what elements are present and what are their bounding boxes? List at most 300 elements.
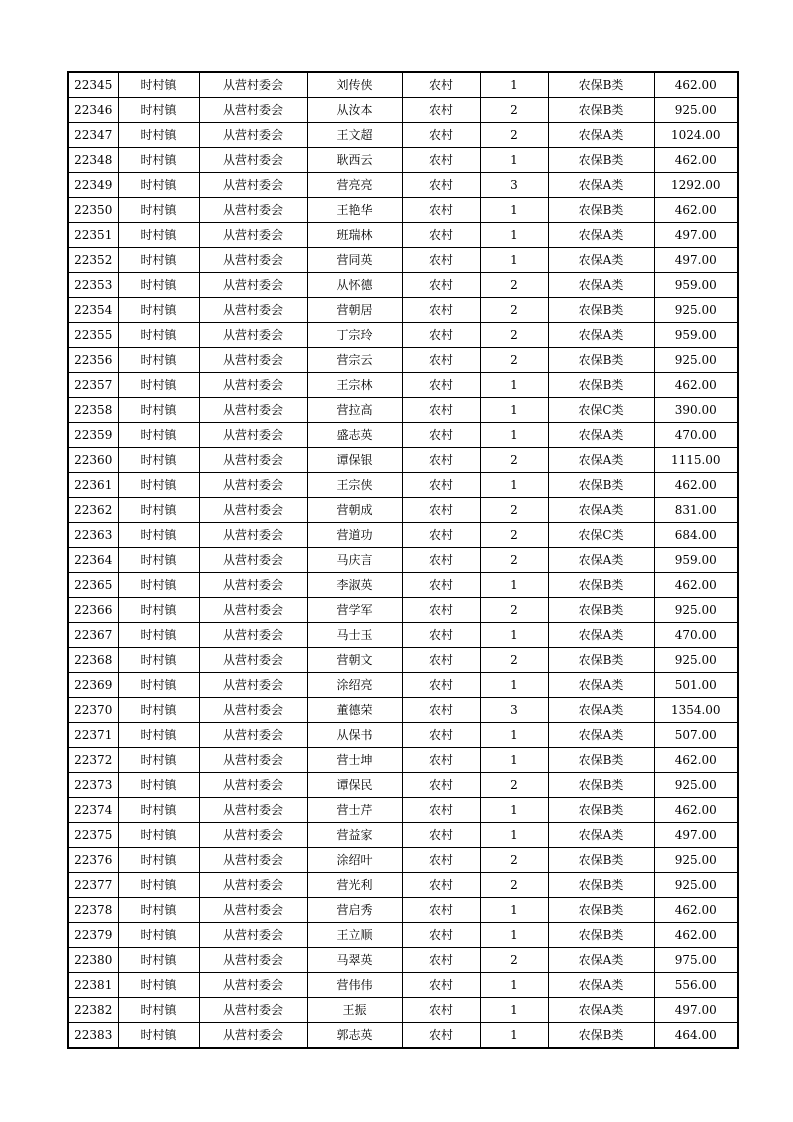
household-count-cell: 1 [480, 623, 548, 648]
area-type-cell: 农村 [402, 723, 480, 748]
category-cell: 农保A类 [548, 448, 654, 473]
name-cell: 耿西云 [307, 148, 402, 173]
village-committee-cell: 从营村委会 [199, 873, 307, 898]
table-row [68, 648, 738, 673]
name-cell: 王振 [307, 998, 402, 1023]
amount-cell: 1115.00 [654, 448, 738, 473]
record-id-cell: 22345 [68, 72, 118, 98]
village-committee-cell: 从营村委会 [199, 748, 307, 773]
village-committee-cell: 从营村委会 [199, 173, 307, 198]
record-id-cell: 22360 [68, 448, 118, 473]
town-cell: 时村镇 [118, 698, 199, 723]
household-count-cell: 1 [480, 673, 548, 698]
category-cell: 农保B类 [548, 473, 654, 498]
amount-cell: 390.00 [654, 398, 738, 423]
village-committee-cell: 从营村委会 [199, 198, 307, 223]
amount-cell: 1354.00 [654, 698, 738, 723]
town-cell: 时村镇 [118, 673, 199, 698]
record-id-cell: 22379 [68, 923, 118, 948]
category-cell: 农保A类 [548, 723, 654, 748]
village-committee-cell: 从营村委会 [199, 623, 307, 648]
household-count-cell: 2 [480, 348, 548, 373]
area-type-cell: 农村 [402, 1023, 480, 1049]
town-cell: 时村镇 [118, 473, 199, 498]
household-count-cell: 1 [480, 723, 548, 748]
household-count-cell: 2 [480, 948, 548, 973]
household-count-cell: 2 [480, 873, 548, 898]
category-cell: 农保B类 [548, 72, 654, 98]
town-cell: 时村镇 [118, 498, 199, 523]
record-id-cell: 22361 [68, 473, 118, 498]
village-committee-cell: 从营村委会 [199, 523, 307, 548]
category-cell: 农保B类 [548, 648, 654, 673]
category-cell: 农保B类 [548, 348, 654, 373]
record-id-cell: 22373 [68, 773, 118, 798]
village-committee-cell: 从营村委会 [199, 573, 307, 598]
category-cell: 农保A类 [548, 823, 654, 848]
name-cell: 董德荣 [307, 698, 402, 723]
area-type-cell: 农村 [402, 123, 480, 148]
record-id-cell: 22359 [68, 423, 118, 448]
name-cell: 营启秀 [307, 898, 402, 923]
amount-cell: 501.00 [654, 673, 738, 698]
record-id-cell: 22348 [68, 148, 118, 173]
household-count-cell: 1 [480, 998, 548, 1023]
category-cell: 农保B类 [548, 598, 654, 623]
village-committee-cell: 从营村委会 [199, 373, 307, 398]
household-count-cell: 1 [480, 823, 548, 848]
village-committee-cell: 从营村委会 [199, 773, 307, 798]
amount-cell: 925.00 [654, 298, 738, 323]
village-committee-cell: 从营村委会 [199, 273, 307, 298]
town-cell: 时村镇 [118, 848, 199, 873]
record-id-cell: 22382 [68, 998, 118, 1023]
category-cell: 农保A类 [548, 548, 654, 573]
household-count-cell: 1 [480, 1023, 548, 1049]
category-cell: 农保B类 [548, 873, 654, 898]
village-committee-cell: 从营村委会 [199, 423, 307, 448]
household-count-cell: 1 [480, 798, 548, 823]
village-committee-cell: 从营村委会 [199, 973, 307, 998]
record-id-cell: 22376 [68, 848, 118, 873]
record-id-cell: 22357 [68, 373, 118, 398]
town-cell: 时村镇 [118, 648, 199, 673]
name-cell: 王宗林 [307, 373, 402, 398]
document-page [67, 71, 721, 1049]
record-id-cell: 22372 [68, 748, 118, 773]
town-cell: 时村镇 [118, 373, 199, 398]
area-type-cell: 农村 [402, 223, 480, 248]
amount-cell: 959.00 [654, 323, 738, 348]
beneficiary-table [67, 71, 739, 1049]
household-count-cell: 1 [480, 973, 548, 998]
amount-cell: 925.00 [654, 98, 738, 123]
town-cell: 时村镇 [118, 323, 199, 348]
name-cell: 马翠英 [307, 948, 402, 973]
category-cell: 农保B类 [548, 198, 654, 223]
table-row [68, 823, 738, 848]
name-cell: 营朝居 [307, 298, 402, 323]
amount-cell: 497.00 [654, 248, 738, 273]
record-id-cell: 22369 [68, 673, 118, 698]
village-committee-cell: 从营村委会 [199, 598, 307, 623]
name-cell: 从保书 [307, 723, 402, 748]
category-cell: 农保B类 [548, 98, 654, 123]
name-cell: 营学军 [307, 598, 402, 623]
household-count-cell: 2 [480, 523, 548, 548]
area-type-cell: 农村 [402, 173, 480, 198]
table-row [68, 623, 738, 648]
name-cell: 盛志英 [307, 423, 402, 448]
record-id-cell: 22363 [68, 523, 118, 548]
table-row [68, 173, 738, 198]
category-cell: 农保B类 [548, 848, 654, 873]
name-cell: 王宗侠 [307, 473, 402, 498]
category-cell: 农保B类 [548, 1023, 654, 1049]
household-count-cell: 2 [480, 848, 548, 873]
household-count-cell: 2 [480, 298, 548, 323]
town-cell: 时村镇 [118, 298, 199, 323]
household-count-cell: 2 [480, 123, 548, 148]
amount-cell: 462.00 [654, 748, 738, 773]
table-row [68, 98, 738, 123]
household-count-cell: 1 [480, 898, 548, 923]
category-cell: 农保A类 [548, 273, 654, 298]
household-count-cell: 1 [480, 248, 548, 273]
category-cell: 农保B类 [548, 923, 654, 948]
category-cell: 农保A类 [548, 623, 654, 648]
amount-cell: 497.00 [654, 223, 738, 248]
table-row [68, 373, 738, 398]
town-cell: 时村镇 [118, 548, 199, 573]
area-type-cell: 农村 [402, 923, 480, 948]
town-cell: 时村镇 [118, 348, 199, 373]
area-type-cell: 农村 [402, 573, 480, 598]
amount-cell: 959.00 [654, 273, 738, 298]
village-committee-cell: 从营村委会 [199, 548, 307, 573]
household-count-cell: 2 [480, 448, 548, 473]
town-cell: 时村镇 [118, 398, 199, 423]
amount-cell: 497.00 [654, 823, 738, 848]
amount-cell: 462.00 [654, 148, 738, 173]
category-cell: 农保A类 [548, 123, 654, 148]
town-cell: 时村镇 [118, 773, 199, 798]
area-type-cell: 农村 [402, 198, 480, 223]
area-type-cell: 农村 [402, 798, 480, 823]
table-row [68, 72, 738, 98]
record-id-cell: 22351 [68, 223, 118, 248]
table-row [68, 223, 738, 248]
household-count-cell: 1 [480, 373, 548, 398]
household-count-cell: 3 [480, 698, 548, 723]
record-id-cell: 22350 [68, 198, 118, 223]
village-committee-cell: 从营村委会 [199, 698, 307, 723]
category-cell: 农保B类 [548, 798, 654, 823]
town-cell: 时村镇 [118, 148, 199, 173]
area-type-cell: 农村 [402, 273, 480, 298]
village-committee-cell: 从营村委会 [199, 723, 307, 748]
table-row [68, 198, 738, 223]
name-cell: 营朝成 [307, 498, 402, 523]
table-row [68, 123, 738, 148]
record-id-cell: 22380 [68, 948, 118, 973]
table-row [68, 848, 738, 873]
area-type-cell: 农村 [402, 748, 480, 773]
record-id-cell: 22362 [68, 498, 118, 523]
village-committee-cell: 从营村委会 [199, 648, 307, 673]
area-type-cell: 农村 [402, 673, 480, 698]
amount-cell: 464.00 [654, 1023, 738, 1049]
amount-cell: 1024.00 [654, 123, 738, 148]
name-cell: 营亮亮 [307, 173, 402, 198]
town-cell: 时村镇 [118, 573, 199, 598]
name-cell: 王文超 [307, 123, 402, 148]
record-id-cell: 22356 [68, 348, 118, 373]
record-id-cell: 22370 [68, 698, 118, 723]
area-type-cell: 农村 [402, 423, 480, 448]
town-cell: 时村镇 [118, 598, 199, 623]
name-cell: 涂绍亮 [307, 673, 402, 698]
area-type-cell: 农村 [402, 398, 480, 423]
name-cell: 营士芹 [307, 798, 402, 823]
record-id-cell: 22364 [68, 548, 118, 573]
household-count-cell: 2 [480, 273, 548, 298]
table-row [68, 448, 738, 473]
record-id-cell: 22354 [68, 298, 118, 323]
town-cell: 时村镇 [118, 248, 199, 273]
town-cell: 时村镇 [118, 123, 199, 148]
town-cell: 时村镇 [118, 448, 199, 473]
record-id-cell: 22355 [68, 323, 118, 348]
table-row [68, 473, 738, 498]
name-cell: 从汝本 [307, 98, 402, 123]
category-cell: 农保B类 [548, 573, 654, 598]
table-row [68, 923, 738, 948]
town-cell: 时村镇 [118, 923, 199, 948]
village-committee-cell: 从营村委会 [199, 223, 307, 248]
town-cell: 时村镇 [118, 1023, 199, 1049]
village-committee-cell: 从营村委会 [199, 798, 307, 823]
table-row [68, 948, 738, 973]
amount-cell: 507.00 [654, 723, 738, 748]
name-cell: 谭保民 [307, 773, 402, 798]
name-cell: 班瑞林 [307, 223, 402, 248]
record-id-cell: 22349 [68, 173, 118, 198]
town-cell: 时村镇 [118, 973, 199, 998]
category-cell: 农保B类 [548, 298, 654, 323]
record-id-cell: 22377 [68, 873, 118, 898]
category-cell: 农保B类 [548, 748, 654, 773]
town-cell: 时村镇 [118, 273, 199, 298]
name-cell: 营宗云 [307, 348, 402, 373]
amount-cell: 470.00 [654, 423, 738, 448]
area-type-cell: 农村 [402, 498, 480, 523]
table-row [68, 523, 738, 548]
area-type-cell: 农村 [402, 473, 480, 498]
village-committee-cell: 从营村委会 [199, 248, 307, 273]
table-row [68, 598, 738, 623]
village-committee-cell: 从营村委会 [199, 148, 307, 173]
table-row [68, 898, 738, 923]
village-committee-cell: 从营村委会 [199, 323, 307, 348]
name-cell: 王艳华 [307, 198, 402, 223]
table-row [68, 973, 738, 998]
category-cell: 农保A类 [548, 498, 654, 523]
village-committee-cell: 从营村委会 [199, 948, 307, 973]
name-cell: 营伟伟 [307, 973, 402, 998]
area-type-cell: 农村 [402, 373, 480, 398]
household-count-cell: 1 [480, 72, 548, 98]
category-cell: 农保A类 [548, 423, 654, 448]
category-cell: 农保A类 [548, 173, 654, 198]
name-cell: 营同英 [307, 248, 402, 273]
record-id-cell: 22352 [68, 248, 118, 273]
amount-cell: 470.00 [654, 623, 738, 648]
household-count-cell: 1 [480, 473, 548, 498]
amount-cell: 462.00 [654, 573, 738, 598]
name-cell: 营益家 [307, 823, 402, 848]
area-type-cell: 农村 [402, 548, 480, 573]
village-committee-cell: 从营村委会 [199, 98, 307, 123]
village-committee-cell: 从营村委会 [199, 72, 307, 98]
category-cell: 农保B类 [548, 148, 654, 173]
name-cell: 谭保银 [307, 448, 402, 473]
amount-cell: 925.00 [654, 598, 738, 623]
town-cell: 时村镇 [118, 173, 199, 198]
table-row [68, 723, 738, 748]
category-cell: 农保B类 [548, 898, 654, 923]
amount-cell: 462.00 [654, 898, 738, 923]
table-row [68, 698, 738, 723]
amount-cell: 925.00 [654, 348, 738, 373]
household-count-cell: 1 [480, 423, 548, 448]
town-cell: 时村镇 [118, 998, 199, 1023]
table-row [68, 423, 738, 448]
household-count-cell: 1 [480, 398, 548, 423]
area-type-cell: 农村 [402, 698, 480, 723]
record-id-cell: 22378 [68, 898, 118, 923]
amount-cell: 925.00 [654, 848, 738, 873]
town-cell: 时村镇 [118, 823, 199, 848]
town-cell: 时村镇 [118, 873, 199, 898]
area-type-cell: 农村 [402, 72, 480, 98]
category-cell: 农保B类 [548, 373, 654, 398]
area-type-cell: 农村 [402, 623, 480, 648]
amount-cell: 925.00 [654, 773, 738, 798]
category-cell: 农保A类 [548, 998, 654, 1023]
category-cell: 农保A类 [548, 948, 654, 973]
amount-cell: 975.00 [654, 948, 738, 973]
village-committee-cell: 从营村委会 [199, 298, 307, 323]
record-id-cell: 22383 [68, 1023, 118, 1049]
record-id-cell: 22346 [68, 98, 118, 123]
town-cell: 时村镇 [118, 898, 199, 923]
name-cell: 郭志英 [307, 1023, 402, 1049]
table-row [68, 323, 738, 348]
area-type-cell: 农村 [402, 298, 480, 323]
table-row [68, 398, 738, 423]
name-cell: 李淑英 [307, 573, 402, 598]
name-cell: 马士玉 [307, 623, 402, 648]
amount-cell: 556.00 [654, 973, 738, 998]
village-committee-cell: 从营村委会 [199, 923, 307, 948]
amount-cell: 462.00 [654, 373, 738, 398]
area-type-cell: 农村 [402, 998, 480, 1023]
amount-cell: 925.00 [654, 873, 738, 898]
record-id-cell: 22375 [68, 823, 118, 848]
area-type-cell: 农村 [402, 448, 480, 473]
village-committee-cell: 从营村委会 [199, 823, 307, 848]
table-row [68, 873, 738, 898]
amount-cell: 925.00 [654, 648, 738, 673]
table-row [68, 548, 738, 573]
town-cell: 时村镇 [118, 623, 199, 648]
table-row [68, 998, 738, 1023]
area-type-cell: 农村 [402, 973, 480, 998]
name-cell: 营朝文 [307, 648, 402, 673]
household-count-cell: 1 [480, 748, 548, 773]
area-type-cell: 农村 [402, 348, 480, 373]
amount-cell: 959.00 [654, 548, 738, 573]
table-row [68, 773, 738, 798]
name-cell: 从怀德 [307, 273, 402, 298]
area-type-cell: 农村 [402, 823, 480, 848]
category-cell: 农保C类 [548, 398, 654, 423]
amount-cell: 831.00 [654, 498, 738, 523]
amount-cell: 684.00 [654, 523, 738, 548]
area-type-cell: 农村 [402, 948, 480, 973]
category-cell: 农保A类 [548, 248, 654, 273]
household-count-cell: 1 [480, 223, 548, 248]
table-body [68, 72, 738, 1048]
household-count-cell: 2 [480, 498, 548, 523]
name-cell: 营光利 [307, 873, 402, 898]
category-cell: 农保B类 [548, 773, 654, 798]
table-row [68, 798, 738, 823]
village-committee-cell: 从营村委会 [199, 448, 307, 473]
town-cell: 时村镇 [118, 523, 199, 548]
category-cell: 农保C类 [548, 523, 654, 548]
area-type-cell: 农村 [402, 148, 480, 173]
village-committee-cell: 从营村委会 [199, 398, 307, 423]
amount-cell: 1292.00 [654, 173, 738, 198]
area-type-cell: 农村 [402, 98, 480, 123]
name-cell: 刘传侠 [307, 72, 402, 98]
category-cell: 农保A类 [548, 698, 654, 723]
area-type-cell: 农村 [402, 648, 480, 673]
town-cell: 时村镇 [118, 948, 199, 973]
name-cell: 马庆言 [307, 548, 402, 573]
amount-cell: 497.00 [654, 998, 738, 1023]
village-committee-cell: 从营村委会 [199, 348, 307, 373]
record-id-cell: 22371 [68, 723, 118, 748]
amount-cell: 462.00 [654, 198, 738, 223]
area-type-cell: 农村 [402, 898, 480, 923]
category-cell: 农保A类 [548, 973, 654, 998]
category-cell: 农保A类 [548, 323, 654, 348]
record-id-cell: 22347 [68, 123, 118, 148]
household-count-cell: 1 [480, 198, 548, 223]
area-type-cell: 农村 [402, 248, 480, 273]
area-type-cell: 农村 [402, 523, 480, 548]
area-type-cell: 农村 [402, 848, 480, 873]
amount-cell: 462.00 [654, 923, 738, 948]
table-row [68, 273, 738, 298]
town-cell: 时村镇 [118, 748, 199, 773]
name-cell: 营道功 [307, 523, 402, 548]
household-count-cell: 1 [480, 923, 548, 948]
village-committee-cell: 从营村委会 [199, 848, 307, 873]
